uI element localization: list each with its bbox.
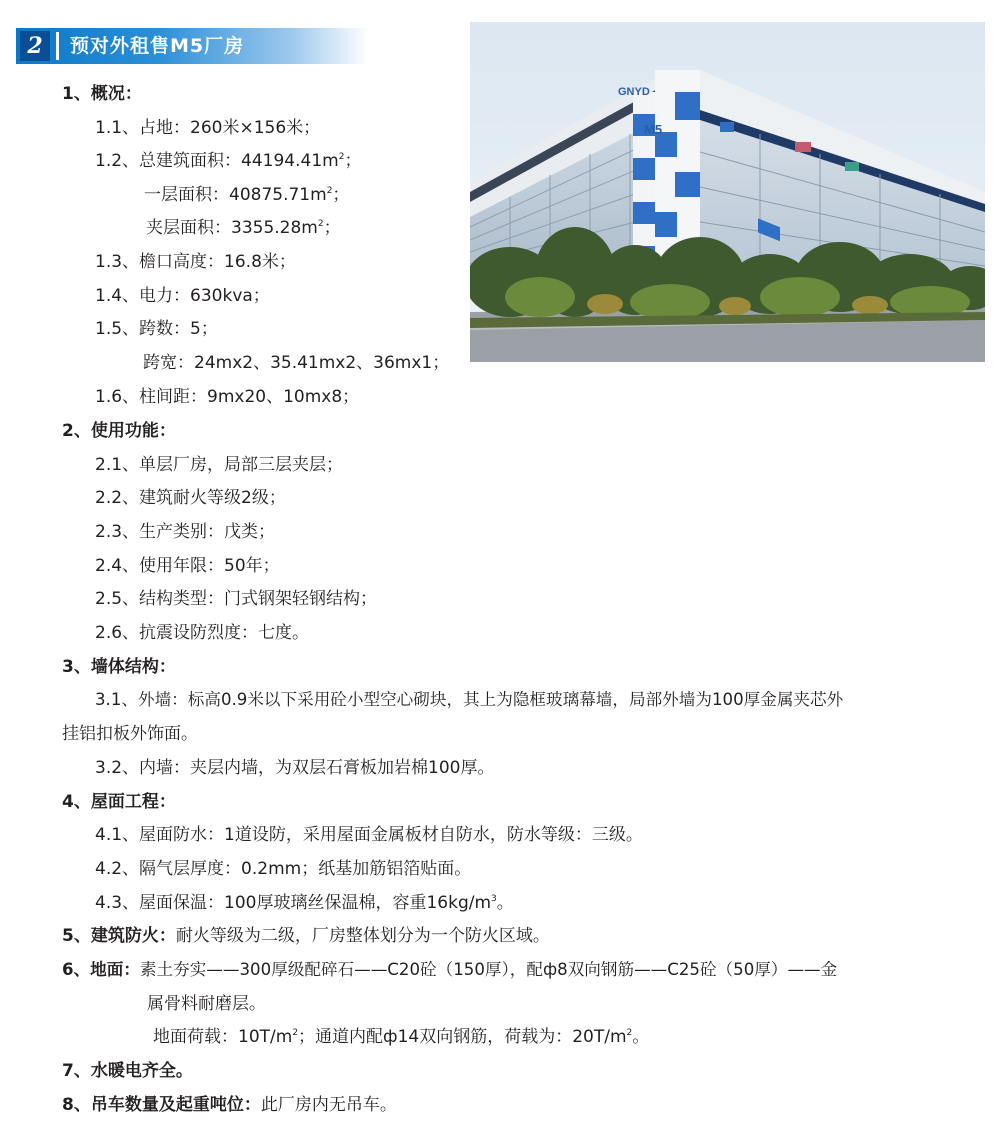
section-number: 2 [20, 31, 50, 61]
use-2-1: 2.1、单层厂房，局部三层夹层； [95, 455, 344, 475]
spec-power: 1.4、电力：630kva； [95, 286, 270, 306]
section-3-heading: 3、墙体结构： [62, 657, 176, 677]
spec-ground-floor-area: 一层面积：$40875.71m^2$； [144, 185, 350, 205]
roof-4-2: 4.2、隔气层厚度：0.2mm；纸基加筋铝箔贴面。 [95, 859, 472, 879]
section-2-heading: 2、使用功能： [62, 421, 176, 441]
spec-span-width: 跨宽：24mx2、35.41mx2、36mx1； [143, 353, 450, 373]
use-2-3: 2.3、生产类别：戊类； [95, 522, 276, 542]
section-title: 预对外租售M5厂房 [70, 35, 245, 57]
section-header [16, 28, 368, 64]
spec-eave-height: 1.3、檐口高度：16.8米； [95, 252, 296, 272]
use-2-4: 2.4、使用年限：50年； [95, 556, 280, 576]
header-divider [56, 32, 59, 60]
section-1-heading: 1、概况： [62, 84, 142, 104]
section-4-heading: 4、屋面工程： [62, 792, 176, 812]
spec-span-count: 1.5、跨数：5； [95, 319, 218, 339]
use-2-5: 2.5、结构类型：门式钢架轻钢结构； [95, 589, 378, 609]
building-illustration [470, 22, 985, 362]
building-photo [470, 22, 985, 362]
roof-4-1: 4.1、屋面防水：1道设防，采用屋面金属板材自防水，防水等级：三级。 [95, 825, 643, 845]
building-logo: GNYD [618, 86, 650, 98]
spec-total-floor-area: 1.2、总建筑面积：$44194.41m^2$； [95, 151, 362, 171]
roof-4-3: 4.3、屋面保温：100厚玻璃丝保温棉，容重$16kg/m^3$。 [95, 893, 514, 913]
wall-3-1: 3.1、外墙：标高0.9米以下采用砼小型空心砌块，其上为隐框玻璃幕墙，局部外墙为100厚金属夹芯外 [95, 690, 844, 709]
spec-land-area: 1.1、占地：260米×156米； [95, 118, 321, 138]
section-7-utilities: 7、水暖电齐全。 [62, 1061, 193, 1081]
section-6-floor: 6、地面：素土夯实——300厚级配碎石——C20砼（150厚），配ф8双向钢筋——C25砼（50厚）——金 [62, 960, 838, 979]
building-label: M5 [644, 122, 663, 137]
use-2-6: 2.6、抗震设防烈度：七度。 [95, 623, 310, 643]
section-5-fire: 5、建筑防火：耐火等级为二级，厂房整体划分为一个防火区域。 [62, 926, 550, 946]
use-2-2: 2.2、建筑耐火等级2级； [95, 488, 286, 508]
spec-mezzanine-area: 夹层面积：$3355.28m^2$； [146, 218, 341, 238]
wall-3-2: 3.2、内墙：夹层内墙，为双层石膏板加岩棉100厚。 [95, 758, 495, 778]
spec-column-spacing: 1.6、柱间距：9mx20、10mx8； [95, 387, 360, 407]
floor-load: 地面荷载：$10T/m^2$；通道内配ф14双向钢筋，荷载为：$20T/m^2$。 [153, 1027, 650, 1047]
wall-3-1-cont: 挂铝扣板外饰面。 [62, 724, 198, 744]
floor-continued: 属骨料耐磨层。 [147, 994, 266, 1014]
section-8-crane: 8、吊车数量及起重吨位：此厂房内无吊车。 [62, 1095, 397, 1115]
